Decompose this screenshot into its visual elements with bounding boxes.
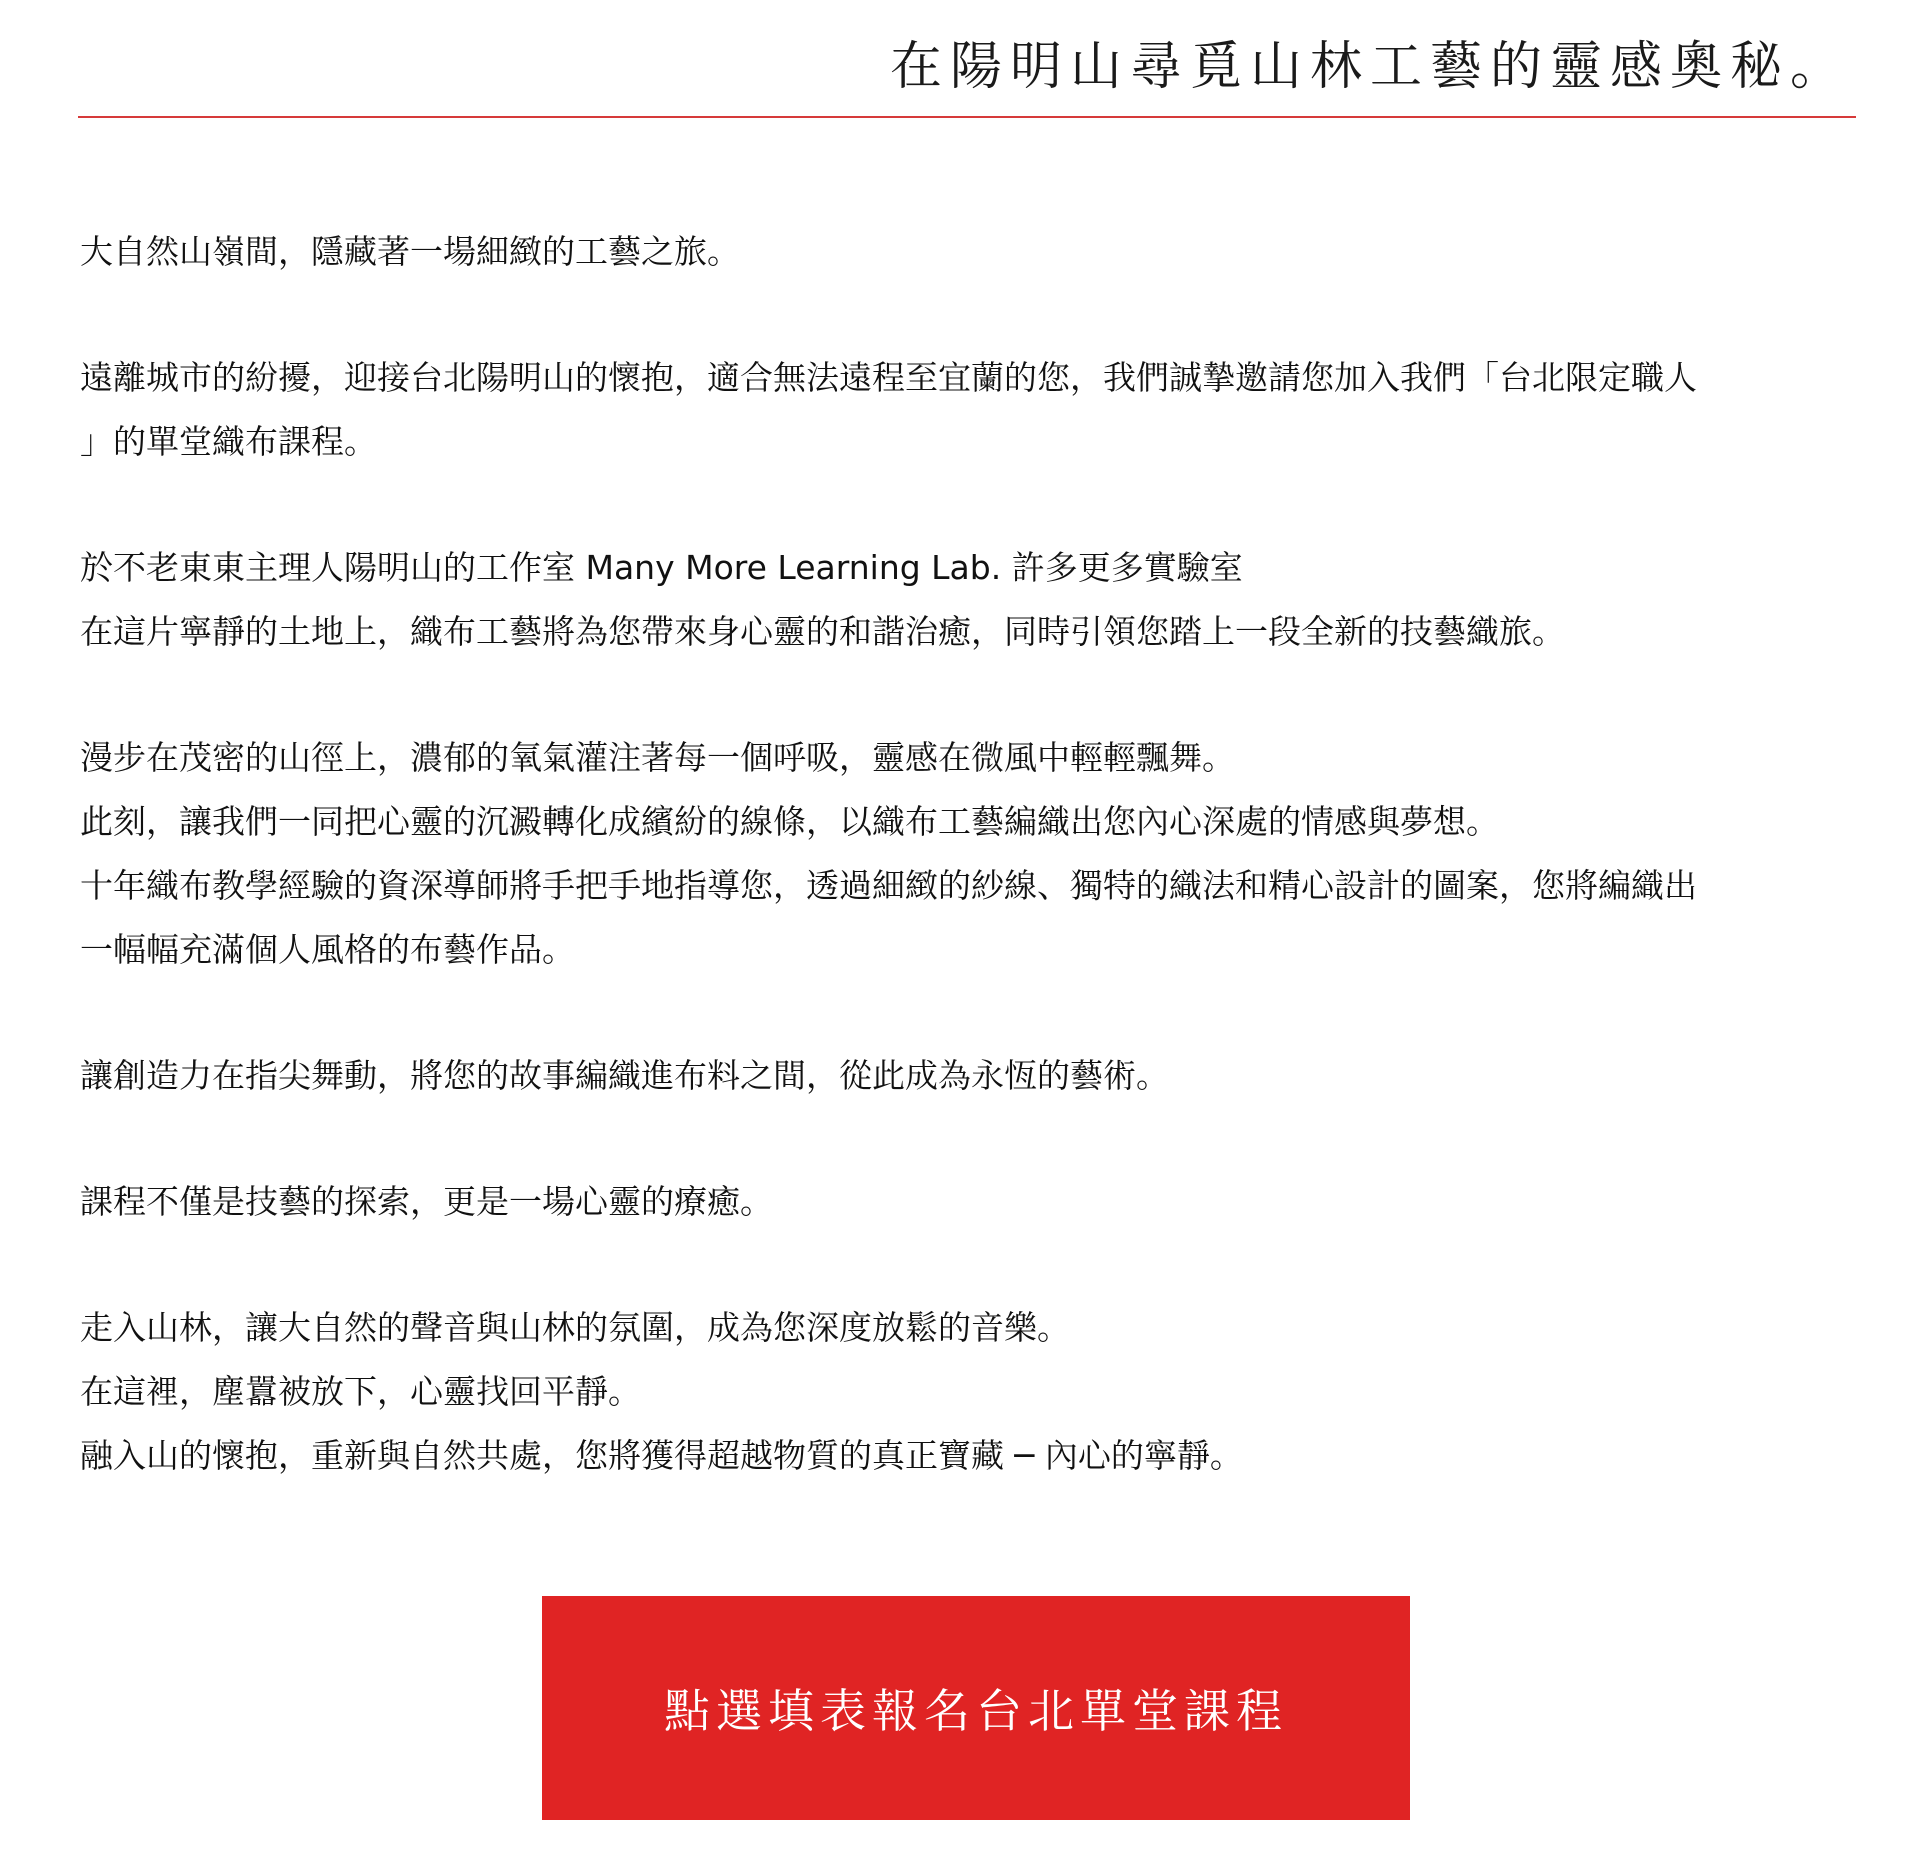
register-button-label: 點選填表報名台北單堂課程 xyxy=(664,1684,1288,1738)
paragraph-invitation xyxy=(80,346,1860,474)
text-line: 一幅幅充滿個人風格的布藝作品。 xyxy=(80,930,575,969)
register-taipei-course-button[interactable] xyxy=(542,1596,1410,1820)
text-line: 」的單堂織布課程。 xyxy=(80,422,377,461)
article-body xyxy=(80,220,1860,1550)
text-line: 於不老東東主理人陽明山的工作室 Many More Learning Lab. 許多更多實驗室 xyxy=(80,548,1243,587)
text-line: 課程不僅是技藝的探索，更是一場心靈的療癒。 xyxy=(80,1182,773,1221)
text-line: 十年織布教學經驗的資深導師將手把手地指導您，透過細緻的紗線、獨特的織法和精心設計的圖案，您將編織出 xyxy=(80,866,1697,905)
text-line: 走入山林，讓大自然的聲音與山林的氛圍，成為您深度放鬆的音樂。 xyxy=(80,1308,1070,1347)
text-line: 漫步在茂密的山徑上，濃郁的氧氣灌注著每一個呼吸，靈感在微風中輕輕飄舞。 xyxy=(80,738,1235,777)
paragraph-nature xyxy=(80,1296,1860,1488)
text-line: 在這片寧靜的土地上，織布工藝將為您帶來身心靈的和諧治癒，同時引領您踏上一段全新的技藝織旅。 xyxy=(80,612,1565,651)
page-title: 在陽明山尋覓山林工藝的靈感奧秘。 xyxy=(889,37,1850,97)
text-line: 讓創造力在指尖舞動，將您的故事編織進布料之間，從此成為永恆的藝術。 xyxy=(80,1056,1169,1095)
text-line: 融入山的懷抱，重新與自然共處，您將獲得超越物質的真正寶藏 ─ 內心的寧靜。 xyxy=(80,1436,1243,1475)
text-line: 大自然山嶺間，隱藏著一場細緻的工藝之旅。 xyxy=(80,232,740,271)
paragraph-healing xyxy=(80,1170,1860,1234)
text-line: 此刻，讓我們一同把心靈的沉澱轉化成繽紛的線條，以織布工藝編織出您內心深處的情感與夢想。 xyxy=(80,802,1499,841)
paragraph-intro xyxy=(80,220,1860,284)
paragraph-mountain-path xyxy=(80,726,1860,982)
paragraph-studio xyxy=(80,536,1860,664)
paragraph-creativity xyxy=(80,1044,1860,1108)
page-header xyxy=(78,0,1856,118)
text-line: 遠離城市的紛擾，迎接台北陽明山的懷抱，適合無法遠程至宜蘭的您，我們誠摯邀請您加入我們「台北限定職人 xyxy=(80,358,1697,397)
text-line: 在這裡，塵囂被放下，心靈找回平靜。 xyxy=(80,1372,641,1411)
